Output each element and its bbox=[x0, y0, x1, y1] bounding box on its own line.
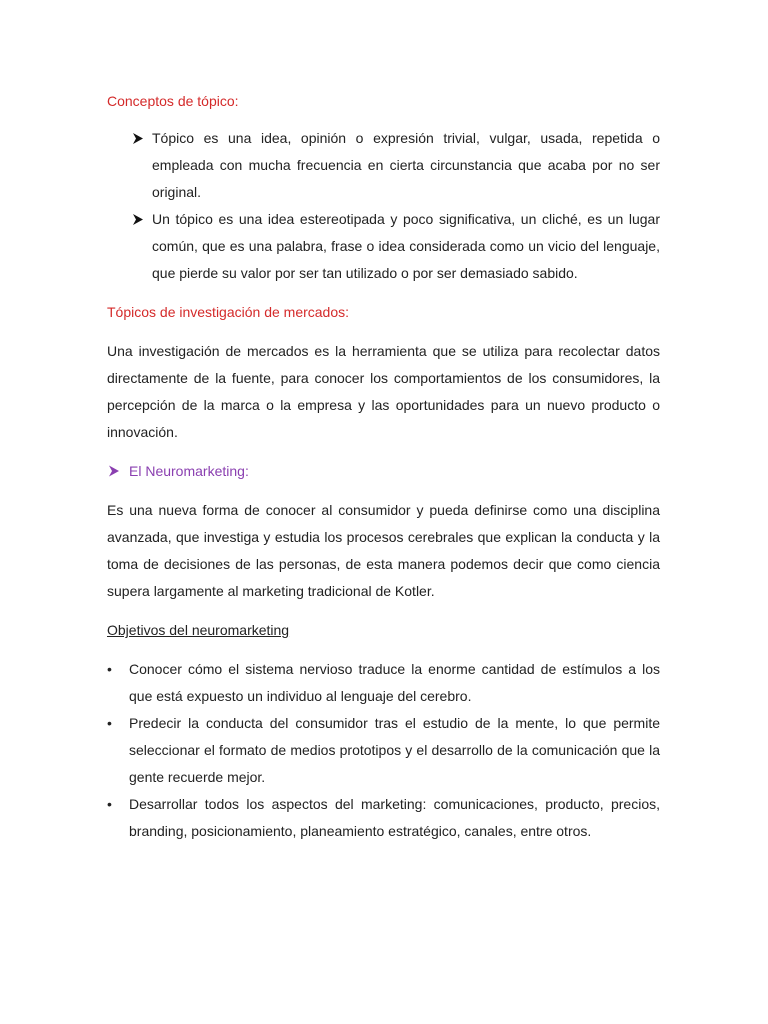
bullet-dot-icon: • bbox=[107, 796, 112, 812]
objectives-list bbox=[107, 656, 660, 845]
list-item bbox=[107, 791, 660, 845]
list-item-text: Desarrollar todos los aspectos del marketing: comunicaciones, producto, precios, branding, posicionamiento, planeamiento estratégico, canales, entre otros. bbox=[129, 796, 660, 839]
section-heading-objetivos: Objetivos del neuromarketing bbox=[107, 622, 290, 638]
list-item-text: Conocer cómo el sistema nervioso traduce la enorme cantidad de estímulos a los que está expuesto un individuo al lenguaje del cerebro. bbox=[129, 661, 660, 704]
neuromarketing-heading-text: El Neuromarketing: bbox=[129, 463, 249, 479]
list-item-text: Tópico es una idea, opinión o expresión trivial, vulgar, usada, repetida o empleada con mucha frecuencia en cierta circunstancia que acaba por no ser original. bbox=[152, 130, 660, 200]
list-item bbox=[107, 125, 660, 206]
arrow-bullet-icon bbox=[131, 206, 145, 233]
list-item bbox=[107, 656, 660, 710]
arrow-bullet-icon bbox=[107, 464, 121, 478]
list-item-text: Un tópico es una idea estereotipada y poco significativa, un cliché, es un lugar común, que es una palabra, frase o idea considerada como un vicio del lenguaje, que pierde su valor por ser tan utilizado o por ser demasiado sabido. bbox=[152, 211, 660, 281]
list-item bbox=[107, 710, 660, 791]
list-item-text: Predecir la conducta del consumidor tras el estudio de la mente, lo que permite seleccionar el formato de medios prototipos y el desarrollo de la comunicación que la gente recuerde mejor. bbox=[129, 715, 660, 785]
list-item bbox=[107, 206, 660, 287]
section-heading-neuromarketing bbox=[107, 460, 660, 482]
document-body bbox=[107, 90, 660, 845]
bullet-dot-icon: • bbox=[107, 661, 112, 677]
paragraph-investigacion: Una investigación de mercados es la herramienta que se utiliza para recolectar datos directamente de la fuente, para conocer los comportamientos de los consumidores, la percepción de la marca o la empresa y las oportunidades para un nuevo producto o innovación. bbox=[107, 343, 660, 440]
bullet-dot-icon: • bbox=[107, 715, 112, 731]
section-heading-investigacion: Tópicos de investigación de mercados: bbox=[107, 304, 350, 320]
concepts-list bbox=[107, 125, 660, 287]
section-heading-conceptos: Conceptos de tópico: bbox=[107, 93, 239, 109]
paragraph-neuromarketing: Es una nueva forma de conocer al consumidor y pueda definirse como una disciplina avanzada, que investiga y estudia los procesos cerebrales que explican la conducta y la toma de decisiones de las personas, de esta manera podemos decir que como ciencia supera largamente al marketing tradicional de Kotler. bbox=[107, 502, 660, 599]
arrow-bullet-icon bbox=[131, 125, 145, 152]
